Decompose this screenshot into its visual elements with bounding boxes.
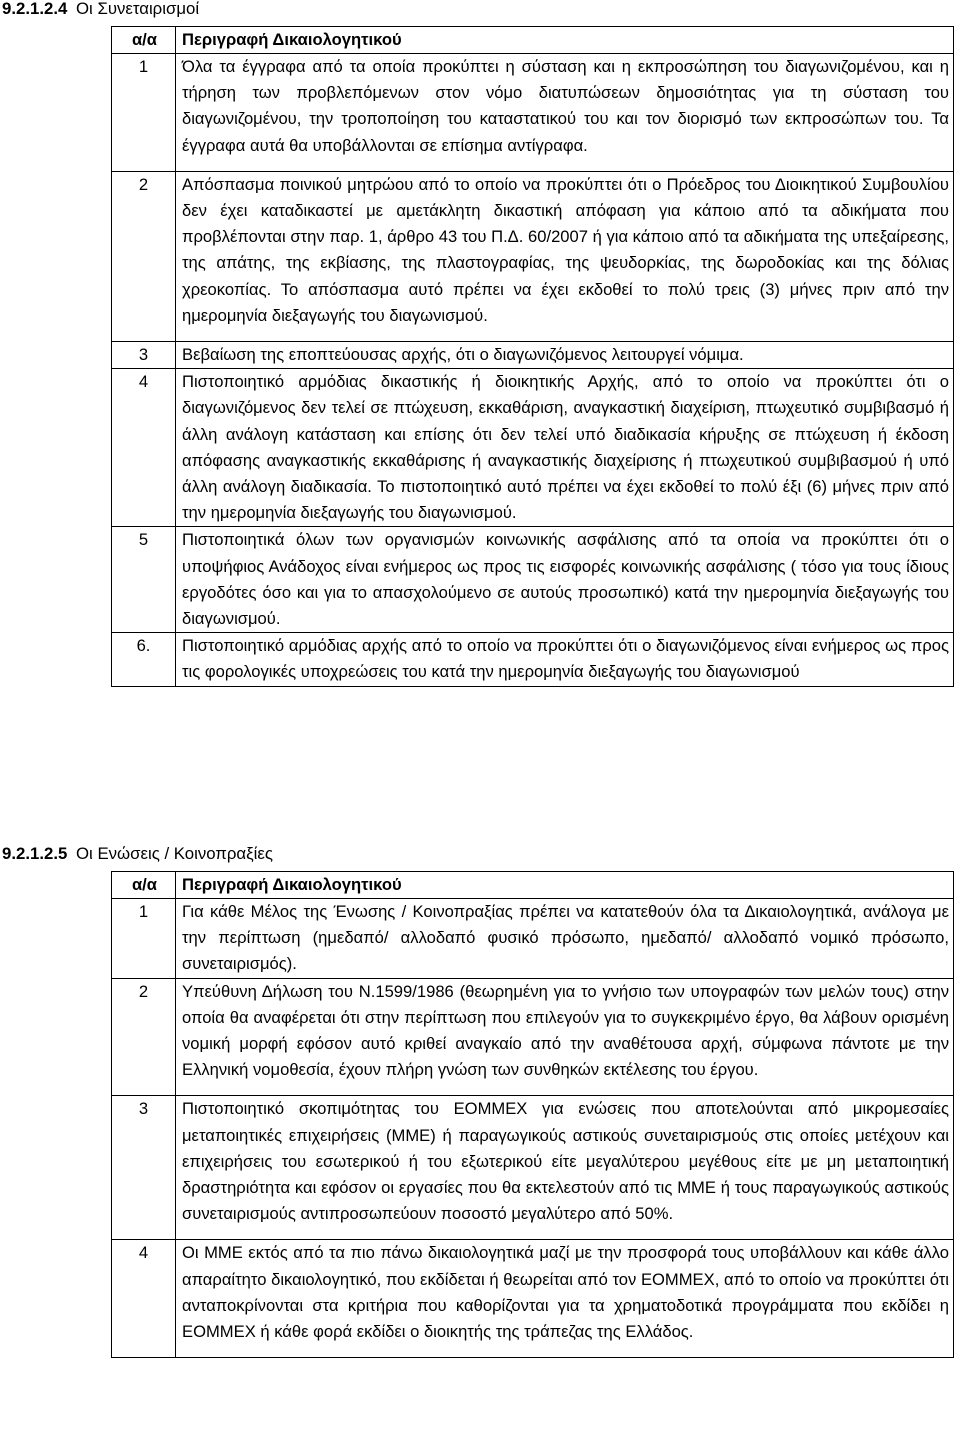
- row-description: Απόσπασμα ποινικού μητρώου από το οποίο να προκύπτει ότι ο Πρόεδρος του Διοικητικού Συμβουλίου δεν έχει καταδικαστεί με αμετάκλητη δικαστική απόφαση για κάποιο από τα αδικήματα που προβλέπονται στην παρ. 1, άρθρο 43 του Π.Δ. 60/2007 ή για κάποιο από τα αδικήματα της υπεξαίρεσης, της απάτης, της εκβίασης, της πλαστογραφίας, της ψευδορκίας, της δωροδοκίας και της δόλιας χρεοκοπίας. Το απόσπασμα αυτό πρέπει να έχει εκδοθεί το πολύ τρεις (3) μήνες πριν από την ημερομηνία διεξαγωγής του διαγωνισμού.: [176, 171, 954, 341]
- table-row: [112, 54, 954, 172]
- table-row: [112, 527, 954, 633]
- row-number: 2: [112, 171, 176, 341]
- table-row: [112, 342, 954, 369]
- row-description: Υπεύθυνη Δήλωση του Ν.1599/1986 (θεωρημένη για το γνήσιο των υπογραφών των μελών τους) στην οποία θα αναφέρεται ότι στην περίπτωση που επιλεγούν για το συγκεκριμένο έργο, θα λάβουν ορισμένη νομική μορφή εφόσον αυτό κριθεί αναγκαίο από την αναθέτουσα αρχή, σύμφωνα πάντοτε με την Ελληνική νομοθεσία, έχουν πλήρη γνώση των συνθηκών εκτέλεσης του έργου.: [176, 978, 954, 1096]
- row-description: Πιστοποιητικό αρμόδιας δικαστικής ή διοικητικής Αρχής, από το οποίο να προκύπτει ότι ο διαγωνιζόμενος δεν τελεί σε πτώχευση, εκκαθάριση, αναγκαστική διαχείριση, πτωχευτικό συμβιβασμό ή άλλη ανάλογη κατάσταση και επίσης ότι δεν τελεί υπό διαδικασία κήρυξης σε πτώχευση ή έκδοση απόφασης αναγκαστικής εκκαθάρισης ή αναγκαστικής διαχείρισης ή πτωχευτικού συμβιβασμού ή υπό άλλη ανάλογη διαδικασία. Το πιστοποιητικό αυτό πρέπει να έχει εκδοθεί το πολύ έξι (6) μήνες πριν από την ημερομηνία διεξαγωγής του διαγωνισμού.: [176, 369, 954, 527]
- row-description: Βεβαίωση της εποπτεύουσας αρχής, ότι ο διαγωνιζόμενος λειτουργεί νόμιμα.: [176, 342, 954, 369]
- row-number: 2: [112, 978, 176, 1096]
- table-row: [112, 978, 954, 1096]
- row-number: 3: [112, 342, 176, 369]
- row-number: 1: [112, 899, 176, 979]
- table-row: [112, 171, 954, 341]
- row-description: Οι ΜΜΕ εκτός από τα πιο πάνω δικαιολογητικά μαζί με την προσφορά τους υποβάλλουν και κάθε άλλο απαραίτητο δικαιολογητικό, που εκδίδεται ή θεωρείται από τον ΕΟΜΜΕΧ, από το οποίο να προκύπτει ότι ανταποκρίνονται στα κριτήρια που καθορίζονται για τα χρηματοδοτικά προγράμματα που εκδίδει η ΕΟΜΜΕΧ ή κάθε φορά εκδίδει ο διοικητής της τράπεζας της Ελλάδος.: [176, 1240, 954, 1358]
- table-row: [112, 1240, 954, 1358]
- row-number: 1: [112, 54, 176, 172]
- table-row: [112, 899, 954, 979]
- section-title: Οι Συνεταιρισμοί: [76, 0, 200, 18]
- row-description: Για κάθε Μέλος της Ένωσης / Κοινοπραξίας πρέπει να κατατεθούν όλα τα Δικαιολογητικά, ανάλογα με την περίπτωση (ημεδαπό/ αλλοδαπό φυσικό πρόσωπο, ημεδαπό/ αλλοδαπό νομικό πρόσωπο, συνεταιρισμός).: [176, 899, 954, 979]
- column-header-number: α/α: [112, 872, 176, 899]
- section-heading-cooperatives: [2, 0, 199, 20]
- table-header-row: [112, 27, 954, 54]
- table-row: [112, 1096, 954, 1240]
- column-header-description: Περιγραφή Δικαιολογητικού: [176, 872, 954, 899]
- table-header-row: [112, 872, 954, 899]
- column-header-description: Περιγραφή Δικαιολογητικού: [176, 27, 954, 54]
- row-number: 4: [112, 369, 176, 527]
- row-description: Όλα τα έγγραφα από τα οποία προκύπτει η σύσταση και η εκπροσώπηση του διαγωνιζομένου, και η τήρηση των προβλεπόμενων στον νόμο διατυπώσεων δημοσιότητας για τη σύσταση του διαγωνιζομένου, την τροποποίηση του καταστατικού του και τον διορισμό των εκπροσώπων του. Τα έγγραφα αυτά θα υποβάλλονται σε επίσημα αντίγραφα.: [176, 54, 954, 172]
- section-heading-joint-ventures: [2, 843, 273, 865]
- requirements-table-joint-ventures: [111, 871, 954, 1358]
- section-number: 9.2.1.2.4: [2, 0, 68, 18]
- row-number: 3: [112, 1096, 176, 1240]
- section-number: 9.2.1.2.5: [2, 844, 68, 863]
- column-header-number: α/α: [112, 27, 176, 54]
- row-number: 6.: [112, 633, 176, 686]
- row-description: Πιστοποιητικό αρμόδιας αρχής από το οποίο να προκύπτει ότι ο διαγωνιζόμενος είναι ενήμερος ως προς τις φορολογικές υποχρεώσεις του κατά την ημερομηνία διεξαγωγής του διαγωνισμού: [176, 633, 954, 686]
- section-title: Οι Ενώσεις / Κοινοπραξίες: [76, 844, 273, 863]
- requirements-table-cooperatives: [111, 26, 954, 687]
- row-description: Πιστοποιητικό σκοπιμότητας του ΕΟΜΜΕΧ για ενώσεις που αποτελούνται από μικρομεσαίες μεταποιητικές επιχειρήσεις (ΜΜΕ) ή παραγωγικούς αστικούς συνεταιρισμούς στις οποίες μετέχουν και επιχειρήσεις του εσωτερικού ή του εξωτερικού είτε μεγαλύτερου μεγέθους είτε με μη μεταποιητική δραστηριότητα και εφόσον οι εργασίες που θα εκτελεστούν από τις ΜΜΕ ή τους παραγωγικούς αστικούς συνεταιρισμούς αντιπροσωπεύουν ποσοστό μεγαλύτερο από 50%.: [176, 1096, 954, 1240]
- row-description: Πιστοποιητικά όλων των οργανισμών κοινωνικής ασφάλισης από τα οποία να προκύπτει ότι ο υποψήφιος Ανάδοχος είναι ενήμερος ως προς τις εισφορές κοινωνικής ασφάλισης ( τόσο για τους ίδιους εργοδότες όσο και για το απασχολούμενο σε αυτούς προσωπικό) κατά την ημερομηνία διεξαγωγής του διαγωνισμού.: [176, 527, 954, 633]
- row-number: 5: [112, 527, 176, 633]
- row-number: 4: [112, 1240, 176, 1358]
- table-row: [112, 369, 954, 527]
- table-row: [112, 633, 954, 686]
